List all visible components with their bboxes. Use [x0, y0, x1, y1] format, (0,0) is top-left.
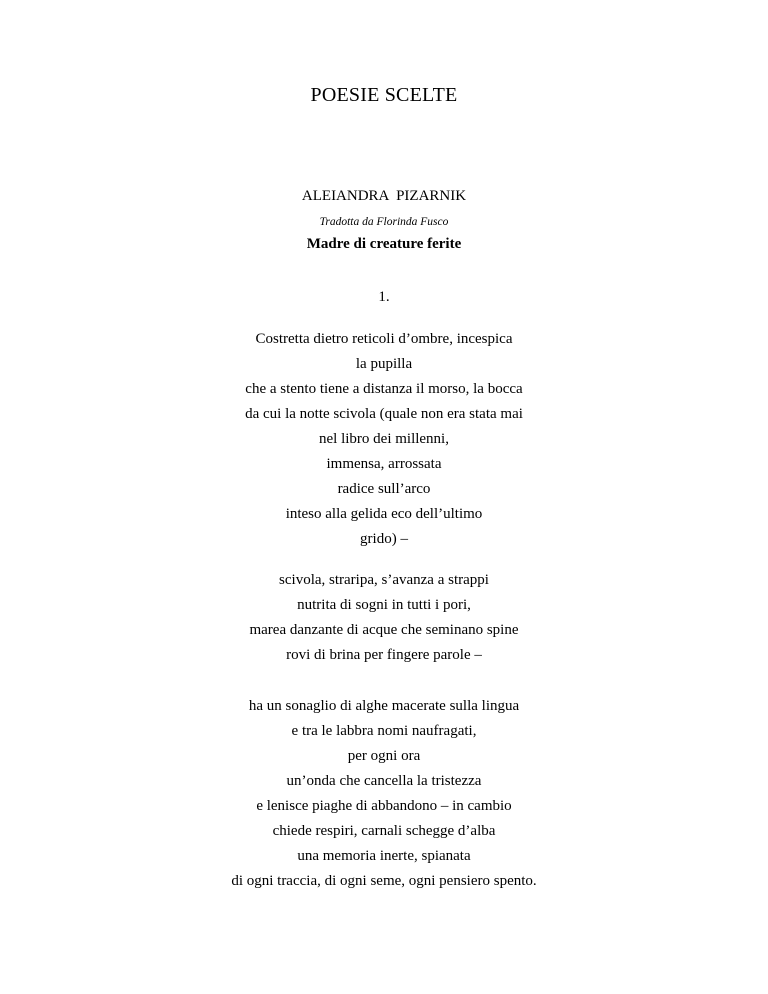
stanza	[0, 327, 768, 552]
poem-line: inteso alla gelida eco dell’ultimo	[285, 506, 483, 522]
stanza	[0, 568, 768, 668]
poem-line: da cui la notte scivola (quale non era stata mai	[245, 406, 523, 422]
section-number: 1.	[378, 289, 390, 305]
poem-line: e tra le labbra nomi naufragati,	[291, 723, 477, 739]
poem-line: immensa, arrossata	[326, 456, 442, 472]
author-name: ALEIANDRA PIZARNIK	[301, 188, 467, 204]
poem-line: e lenisce piaghe di abbandono – in cambio	[256, 798, 512, 814]
poem-line: nel libro dei millenni,	[319, 431, 449, 447]
poem-line: grido) –	[360, 531, 408, 547]
poem-title: Madre di creature ferite	[306, 236, 462, 252]
poem-line: un’onda che cancella la tristezza	[286, 773, 482, 789]
poem-line: la pupilla	[355, 356, 413, 372]
poem-line: rovi di brina per fingere parole –	[286, 647, 482, 663]
poem-line: di ogni traccia, di ogni seme, ogni pensiero spento.	[231, 873, 537, 889]
poem-line: scivola, straripa, s’avanza a strappi	[279, 572, 489, 588]
poem-line: Costretta dietro reticoli d’ombre, incespica	[255, 331, 513, 347]
poem-line: chiede respiri, carnali schegge d’alba	[272, 823, 496, 839]
translator-credit: Tradotta da Florinda Fusco	[319, 216, 449, 228]
poem-line: marea danzante di acque che seminano spine	[249, 622, 519, 638]
poem-line: che a stento tiene a distanza il morso, la bocca	[245, 381, 523, 397]
document-title: POESIE SCELTE	[310, 84, 458, 106]
poem-line: ha un sonaglio di alghe macerate sulla lingua	[248, 698, 520, 714]
poem-line: per ogni ora	[347, 748, 421, 764]
stanza	[0, 694, 768, 894]
poem-line: radice sull’arco	[337, 481, 431, 497]
poem-line: una memoria inerte, spianata	[297, 848, 471, 864]
poem-line: nutrita di sogni in tutti i pori,	[297, 597, 471, 613]
